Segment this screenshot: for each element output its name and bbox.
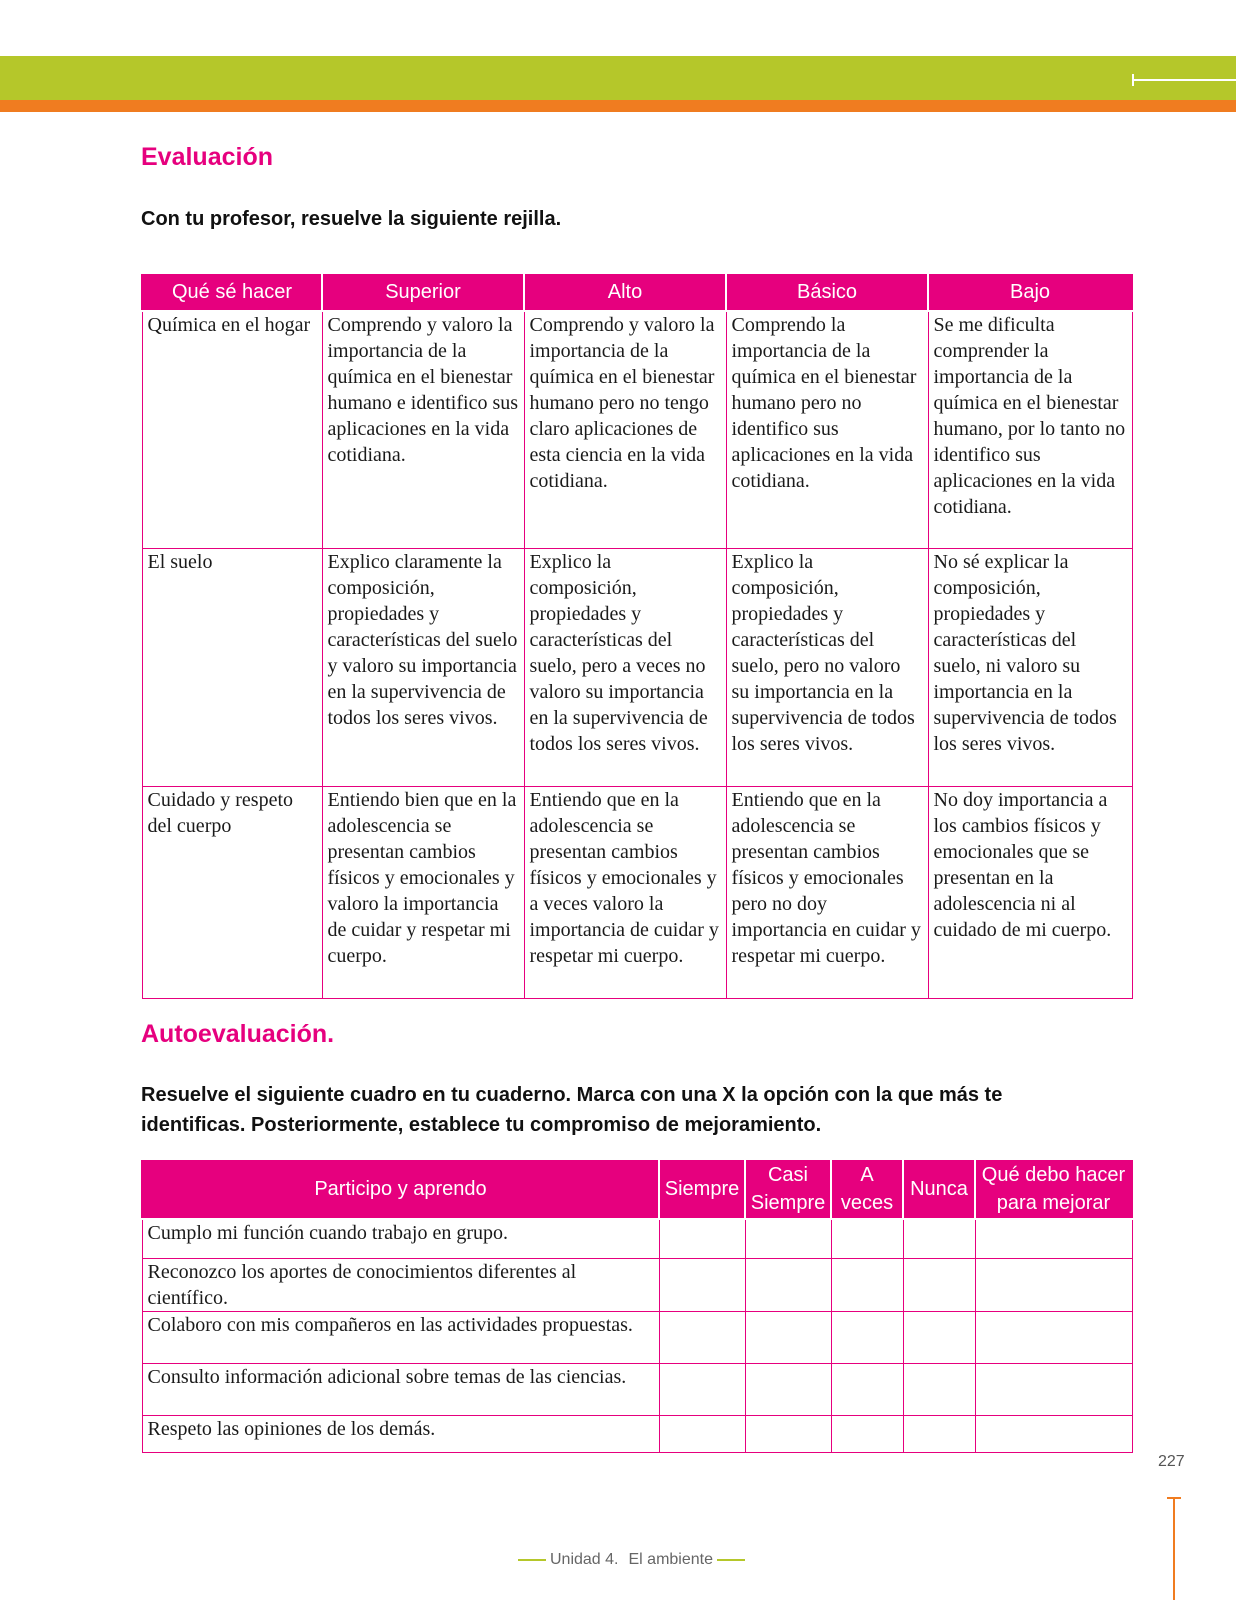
rubric-topic-cell: El suelo	[142, 548, 322, 786]
answer-cell-mejorar[interactable]	[975, 1258, 1132, 1311]
answer-cell-nunca[interactable]	[903, 1258, 975, 1311]
footer-right-bar	[717, 1559, 745, 1561]
rubric-bajo-cell: No doy importancia a los cambios físicos y emocionales que se presentan en la adolescencia ni al cuidado de mi cuerpo.	[928, 786, 1132, 998]
answer-cell-a-veces[interactable]	[831, 1311, 903, 1363]
rubric-alto-cell: Comprendo y valoro la importancia de la química en el bienestar humano pero no tengo claro aplicaciones de esta ciencia en la vida cotidiana.	[524, 311, 726, 548]
answer-cell-mejorar[interactable]	[975, 1311, 1132, 1363]
rubric-topic-cell: Química en el hogar	[142, 311, 322, 548]
answer-cell-casi-siempre[interactable]	[745, 1363, 831, 1415]
table-row	[142, 1219, 1132, 1258]
answer-cell-a-veces[interactable]	[831, 1258, 903, 1311]
answer-cell-mejorar[interactable]	[975, 1415, 1132, 1452]
answer-cell-nunca[interactable]	[903, 1219, 975, 1258]
footer-unit: Unidad 4.	[550, 1551, 619, 1568]
evaluation-instruction: Con tu profesor, resuelve la siguiente rejilla.	[141, 208, 562, 230]
answer-cell-nunca[interactable]	[903, 1415, 975, 1452]
rubric-header-superior: Superior	[322, 274, 524, 311]
header-band-green	[0, 56, 1236, 100]
rubric-superior-cell: Explico claramente la composición, propiedades y características del suelo y valoro su importancia en la supervivencia de todos los seres vivos.	[322, 548, 524, 786]
answer-cell-mejorar[interactable]	[975, 1363, 1132, 1415]
table-row	[142, 1311, 1132, 1363]
answer-cell-nunca[interactable]	[903, 1363, 975, 1415]
rubric-superior-cell: Comprendo y valoro la importancia de la química en el bienestar humano e identifico sus aplicaciones en la vida cotidiana.	[322, 311, 524, 548]
answer-cell-a-veces[interactable]	[831, 1219, 903, 1258]
self-evaluation-instruction: Resuelve el siguiente cuadro en tu cuaderno. Marca con una X la opción con la que más te identificas. Posteriormente, establece tu compromiso de mejoramiento.	[141, 1084, 1003, 1136]
rubric-bajo-cell: Se me dificulta comprender la importancia de la química en el bienestar humano, por lo tanto no identifico sus aplicaciones en la vida cotidiana.	[928, 311, 1132, 548]
self-statement-cell: Colaboro con mis compañeros en las actividades propuestas.	[142, 1311, 659, 1363]
rubric-header-bajo: Bajo	[928, 274, 1132, 311]
header-band-orange	[0, 100, 1236, 112]
table-row	[142, 786, 1132, 998]
self-evaluation-title: Autoevaluación.	[141, 1020, 335, 1048]
self-statement-cell: Cumplo mi función cuando trabajo en grupo.	[142, 1219, 659, 1258]
table-row	[142, 1258, 1132, 1311]
rubric-basico-cell: Comprendo la importancia de la química en el bienestar humano pero no identifico sus aplicaciones en la vida cotidiana.	[726, 311, 928, 548]
footer-left-bar	[518, 1559, 546, 1561]
answer-cell-siempre[interactable]	[659, 1363, 745, 1415]
table-row	[142, 1415, 1132, 1452]
self-statement-cell: Consulto información adicional sobre temas de las ciencias.	[142, 1363, 659, 1415]
answer-cell-siempre[interactable]	[659, 1258, 745, 1311]
footer-topic: El ambiente	[628, 1551, 713, 1568]
side-decoration-line	[1173, 1497, 1175, 1600]
answer-cell-casi-siempre[interactable]	[745, 1415, 831, 1452]
self-evaluation-table	[141, 1160, 1133, 1453]
evaluation-title: Evaluación	[141, 143, 273, 171]
rubric-superior-cell: Entiendo bien que en la adolescencia se presentan cambios físicos y emocionales y valoro la importancia de cuidar y respetar mi cuerpo.	[322, 786, 524, 998]
answer-cell-a-veces[interactable]	[831, 1415, 903, 1452]
table-row	[142, 548, 1132, 786]
self-header-nunca: Nunca	[903, 1160, 975, 1219]
rubric-header-basico: Básico	[726, 274, 928, 311]
self-header-siempre: Siempre	[659, 1160, 745, 1219]
answer-cell-siempre[interactable]	[659, 1311, 745, 1363]
table-row	[142, 311, 1132, 548]
rubric-bajo-cell: No sé explicar la composición, propiedades y características del suelo, ni valoro su importancia en la supervivencia de todos los seres vivos.	[928, 548, 1132, 786]
table-row	[142, 1363, 1132, 1415]
rubric-alto-cell: Entiendo que en la adolescencia se presentan cambios físicos y emocionales y a veces valoro la importancia de cuidar y respetar mi cuerpo.	[524, 786, 726, 998]
answer-cell-casi-siempre[interactable]	[745, 1311, 831, 1363]
self-statement-cell: Reconozco los aportes de conocimientos diferentes al científico.	[142, 1258, 659, 1311]
rubric-header-row	[142, 274, 1132, 311]
rubric-basico-cell: Explico la composición, propiedades y características del suelo, pero no valoro su importancia en la supervivencia de todos los seres vivos.	[726, 548, 928, 786]
answer-cell-a-veces[interactable]	[831, 1363, 903, 1415]
answer-cell-casi-siempre[interactable]	[745, 1258, 831, 1311]
footer	[518, 1551, 745, 1569]
rubric-basico-cell: Entiendo que en la adolescencia se presentan cambios físicos y emocionales pero no doy importancia en cuidar y respetar mi cuerpo.	[726, 786, 928, 998]
rubric-header-topic: Qué sé hacer	[142, 274, 322, 311]
self-header-statement: Participo y aprendo	[142, 1160, 659, 1219]
self-statement-cell: Respeto las opiniones de los demás.	[142, 1415, 659, 1452]
answer-cell-mejorar[interactable]	[975, 1219, 1132, 1258]
answer-cell-casi-siempre[interactable]	[745, 1219, 831, 1258]
self-header-casi-siempre: Casi Siempre	[745, 1160, 831, 1219]
self-header-mejorar: Qué debo hacer para mejorar	[975, 1160, 1132, 1219]
answer-cell-siempre[interactable]	[659, 1219, 745, 1258]
rubric-topic-cell: Cuidado y respeto del cuerpo	[142, 786, 322, 998]
evaluation-rubric-table	[141, 274, 1133, 999]
header-band-rule	[1132, 79, 1236, 81]
rubric-alto-cell: Explico la composición, propiedades y características del suelo, pero a veces no valoro su importancia en la supervivencia de todos los seres vivos.	[524, 548, 726, 786]
answer-cell-siempre[interactable]	[659, 1415, 745, 1452]
header-band-tick	[1132, 74, 1134, 86]
rubric-header-alto: Alto	[524, 274, 726, 311]
self-header-row	[142, 1160, 1132, 1219]
page-number: 227	[1158, 1453, 1185, 1470]
answer-cell-nunca[interactable]	[903, 1311, 975, 1363]
self-header-a-veces: A veces	[831, 1160, 903, 1219]
